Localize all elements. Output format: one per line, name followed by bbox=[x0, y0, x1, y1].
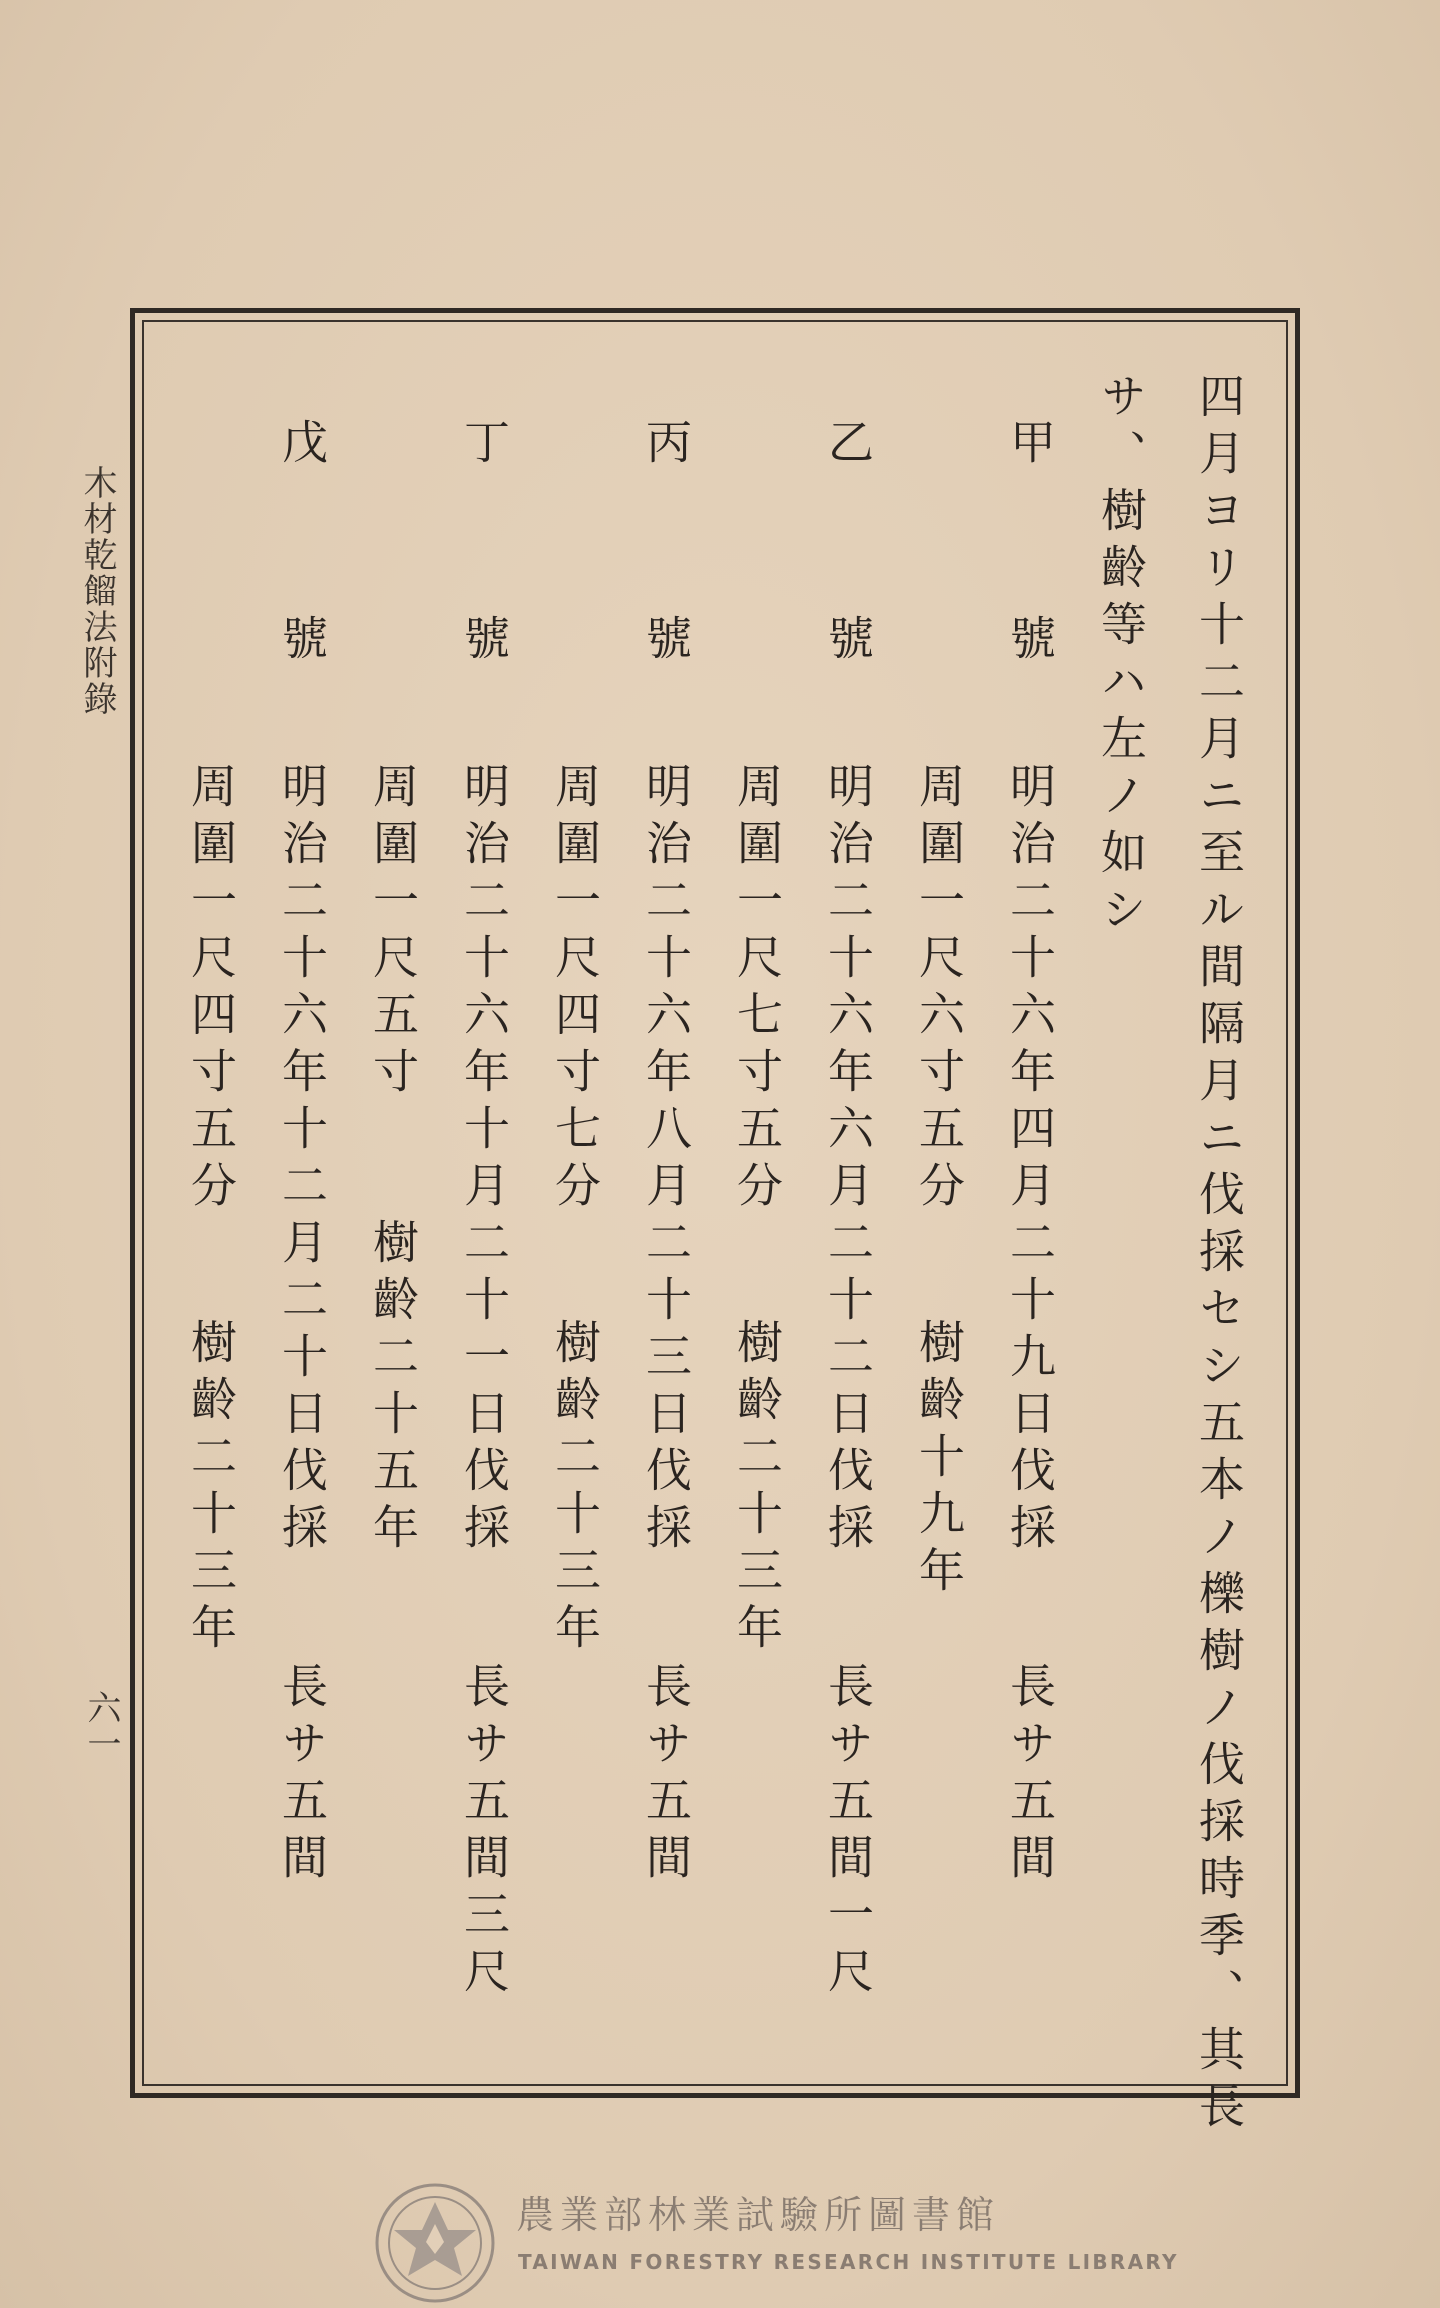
entry-label-otsu: 乙 號 bbox=[821, 418, 875, 712]
entry-hei-length: 長サ五間 bbox=[639, 1662, 693, 1890]
entry-label-kou: 甲 號 bbox=[1003, 418, 1057, 712]
entry-hei-circumference: 周圍一尺四寸七分 bbox=[548, 762, 602, 1218]
entry-kou-length: 長サ五間 bbox=[1003, 1662, 1057, 1890]
intro-line-1: 四月ヨリ十二月ニ至ル間隔月ニ伐採セシ五本ノ櫟樹ノ伐採時季、其長 bbox=[1192, 372, 1246, 2139]
entry-hei-age: 樹齡二十三年 bbox=[548, 1318, 602, 1660]
entry-label-hei: 丙 號 bbox=[639, 418, 693, 712]
entry-label-tei: 丁 號 bbox=[457, 418, 511, 712]
entry-bo-date: 明治二十六年十二月二十日伐採 bbox=[275, 762, 329, 1560]
library-name-chinese: 農業部林業試驗所圖書館 bbox=[516, 2193, 1001, 2237]
library-seal-icon bbox=[372, 2180, 498, 2306]
entry-kou-date: 明治二十六年四月二十九日伐採 bbox=[1003, 762, 1057, 1560]
entry-tei-age: 樹齡二十五年 bbox=[366, 1218, 420, 1560]
entry-hei-date: 明治二十六年八月二十三日伐採 bbox=[639, 762, 693, 1560]
entry-bo-circumference: 周圍一尺四寸五分 bbox=[184, 762, 238, 1218]
intro-line-2: サ、樹齡等ハ左ノ如シ bbox=[1094, 372, 1148, 942]
running-header: 木材乾餾法附錄 bbox=[77, 465, 117, 717]
entry-otsu-date: 明治二十六年六月二十二日伐採 bbox=[821, 762, 875, 1560]
entry-kou-age: 樹齡十九年 bbox=[912, 1318, 966, 1603]
entry-bo-length: 長サ五間 bbox=[275, 1662, 329, 1890]
entry-label-bo: 戊 號 bbox=[275, 418, 329, 712]
entry-tei-circumference: 周圍一尺五寸 bbox=[366, 762, 420, 1104]
entry-tei-length: 長サ五間三尺 bbox=[457, 1662, 511, 2004]
entry-kou-circumference: 周圍一尺六寸五分 bbox=[912, 762, 966, 1218]
page-number: 六一 bbox=[81, 1690, 121, 1762]
entry-bo-age: 樹齡二十三年 bbox=[184, 1318, 238, 1660]
entry-tei-date: 明治二十六年十月二十一日伐採 bbox=[457, 762, 511, 1560]
entry-otsu-circumference: 周圍一尺七寸五分 bbox=[730, 762, 784, 1218]
library-name-english: TAIWAN FORESTRY RESEARCH INSTITUTE LIBRARY bbox=[518, 2250, 1179, 2274]
entry-otsu-age: 樹齡二十三年 bbox=[730, 1318, 784, 1660]
entry-otsu-length: 長サ五間一尺 bbox=[821, 1662, 875, 2004]
